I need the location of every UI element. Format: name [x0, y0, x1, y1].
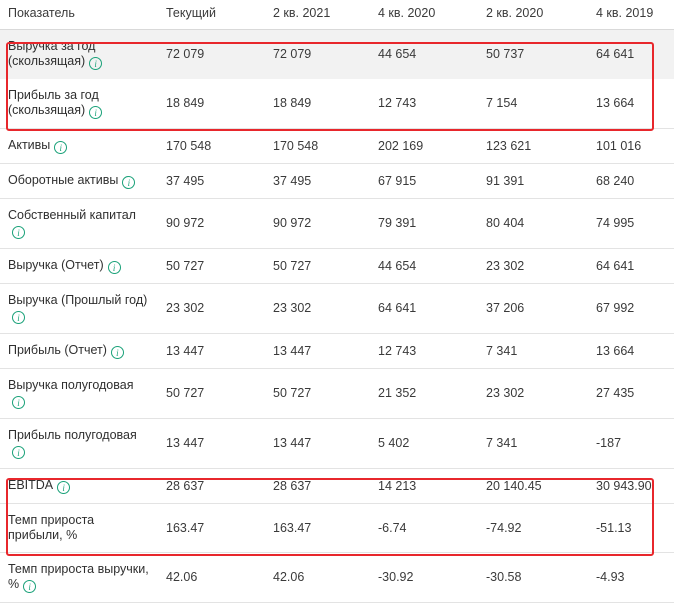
info-icon[interactable]: i: [12, 226, 25, 239]
cell-q4-2020: 21 352: [370, 369, 478, 419]
row-label: Темп прироста выручки, % i: [0, 553, 158, 603]
cell-q2-2020: 20 140.45: [478, 469, 588, 504]
cell-q4-2020: 12 743: [370, 334, 478, 369]
cell-q2-2020: 91 391: [478, 164, 588, 199]
table-row: [0, 419, 674, 469]
table-header: [0, 0, 674, 30]
cell-q2-2021: 28 637: [265, 469, 370, 504]
row-label: Прибыль за год (скользящая) i: [0, 79, 158, 129]
cell-q2-2021: 37 495: [265, 164, 370, 199]
cell-current: 170 548: [158, 129, 265, 164]
cell-q2-2020: 23 302: [478, 249, 588, 284]
cell-q4-2020: 44 654: [370, 30, 478, 80]
cell-q4-2019: 30 943.90: [588, 469, 674, 504]
cell-current: 13 447: [158, 419, 265, 469]
cell-q2-2020: 7 341: [478, 419, 588, 469]
cell-q4-2020: 12 743: [370, 79, 478, 129]
cell-current: 90 972: [158, 199, 265, 249]
cell-q4-2020: 64 641: [370, 284, 478, 334]
cell-q4-2020: 14 213: [370, 469, 478, 504]
table-row: [0, 30, 674, 80]
cell-q4-2019: 74 995: [588, 199, 674, 249]
cell-q2-2020: 7 154: [478, 79, 588, 129]
row-label: Оборотные активы i: [0, 164, 158, 199]
table-row: [0, 553, 674, 603]
row-label: Прибыль (Отчет) i: [0, 334, 158, 369]
cell-q4-2019: 27 435: [588, 369, 674, 419]
cell-q4-2019: 68 240: [588, 164, 674, 199]
table-row: [0, 129, 674, 164]
table-row: [0, 284, 674, 334]
cell-current: 42.06: [158, 553, 265, 603]
column-header-q2-2021: 2 кв. 2021: [265, 0, 370, 30]
cell-q4-2020: 79 391: [370, 199, 478, 249]
table-row: [0, 369, 674, 419]
cell-q2-2021: 18 849: [265, 79, 370, 129]
cell-current: 72 079: [158, 30, 265, 80]
cell-current: 23 302: [158, 284, 265, 334]
cell-q2-2020: -74.92: [478, 504, 588, 553]
info-icon[interactable]: i: [54, 141, 67, 154]
cell-q4-2019: 13 664: [588, 79, 674, 129]
cell-current: 50 727: [158, 369, 265, 419]
row-label: Выручка (Прошлый год)i: [0, 284, 158, 334]
cell-current: 18 849: [158, 79, 265, 129]
info-icon[interactable]: i: [12, 396, 25, 409]
cell-q4-2020: 44 654: [370, 249, 478, 284]
cell-q2-2021: 50 727: [265, 249, 370, 284]
cell-q2-2021: 72 079: [265, 30, 370, 80]
cell-current: 37 495: [158, 164, 265, 199]
column-header-q4-2020: 4 кв. 2020: [370, 0, 478, 30]
cell-q4-2019: 64 641: [588, 249, 674, 284]
cell-q4-2019: 101 016: [588, 129, 674, 164]
cell-q4-2020: -30.92: [370, 553, 478, 603]
column-header-indicator: Показатель: [0, 0, 158, 30]
row-label: Выручка за год (скользящая) i: [0, 30, 158, 80]
cell-q2-2020: 80 404: [478, 199, 588, 249]
cell-q2-2021: 50 727: [265, 369, 370, 419]
cell-q2-2021: 170 548: [265, 129, 370, 164]
cell-q2-2020: 7 341: [478, 334, 588, 369]
cell-q4-2020: 67 915: [370, 164, 478, 199]
info-icon[interactable]: i: [12, 446, 25, 459]
info-icon[interactable]: i: [57, 481, 70, 494]
table-row: [0, 249, 674, 284]
table-header-row: [0, 0, 674, 30]
cell-q4-2019: -51.13: [588, 504, 674, 553]
row-label: Выручка полугодоваяi: [0, 369, 158, 419]
cell-q4-2019: 13 664: [588, 334, 674, 369]
cell-q2-2021: 90 972: [265, 199, 370, 249]
column-header-q4-2019: 4 кв. 2019: [588, 0, 674, 30]
cell-q4-2019: 67 992: [588, 284, 674, 334]
column-header-q2-2020: 2 кв. 2020: [478, 0, 588, 30]
cell-q4-2019: -187: [588, 419, 674, 469]
info-icon[interactable]: i: [111, 346, 124, 359]
info-icon[interactable]: i: [108, 261, 121, 274]
table-body: [0, 30, 674, 603]
cell-q4-2020: 5 402: [370, 419, 478, 469]
cell-q2-2020: 123 621: [478, 129, 588, 164]
row-label: Активы i: [0, 129, 158, 164]
cell-q2-2020: 37 206: [478, 284, 588, 334]
table-row: [0, 334, 674, 369]
info-icon[interactable]: i: [12, 311, 25, 324]
cell-q2-2020: 50 737: [478, 30, 588, 80]
info-icon[interactable]: i: [122, 176, 135, 189]
cell-q4-2019: -4.93: [588, 553, 674, 603]
cell-q2-2021: 163.47: [265, 504, 370, 553]
cell-current: 50 727: [158, 249, 265, 284]
info-icon[interactable]: i: [23, 580, 36, 593]
cell-q2-2021: 13 447: [265, 419, 370, 469]
cell-q2-2021: 42.06: [265, 553, 370, 603]
cell-q2-2020: -30.58: [478, 553, 588, 603]
column-header-current: Текущий: [158, 0, 265, 30]
table-row: [0, 504, 674, 553]
info-icon[interactable]: i: [89, 57, 102, 70]
row-label: EBITDA i: [0, 469, 158, 504]
cell-current: 13 447: [158, 334, 265, 369]
row-label: Собственный капиталi: [0, 199, 158, 249]
cell-q4-2019: 64 641: [588, 30, 674, 80]
row-label: Прибыль полугодоваяi: [0, 419, 158, 469]
cell-current: 163.47: [158, 504, 265, 553]
row-label: Выручка (Отчет) i: [0, 249, 158, 284]
cell-current: 28 637: [158, 469, 265, 504]
table-row: [0, 199, 674, 249]
cell-q2-2021: 13 447: [265, 334, 370, 369]
info-icon[interactable]: i: [89, 106, 102, 119]
cell-q4-2020: 202 169: [370, 129, 478, 164]
cell-q2-2021: 23 302: [265, 284, 370, 334]
cell-q4-2020: -6.74: [370, 504, 478, 553]
table-row: [0, 79, 674, 129]
cell-q2-2020: 23 302: [478, 369, 588, 419]
row-label: Темп прироста прибыли, %: [0, 504, 158, 553]
table-row: [0, 164, 674, 199]
table-row: [0, 469, 674, 504]
